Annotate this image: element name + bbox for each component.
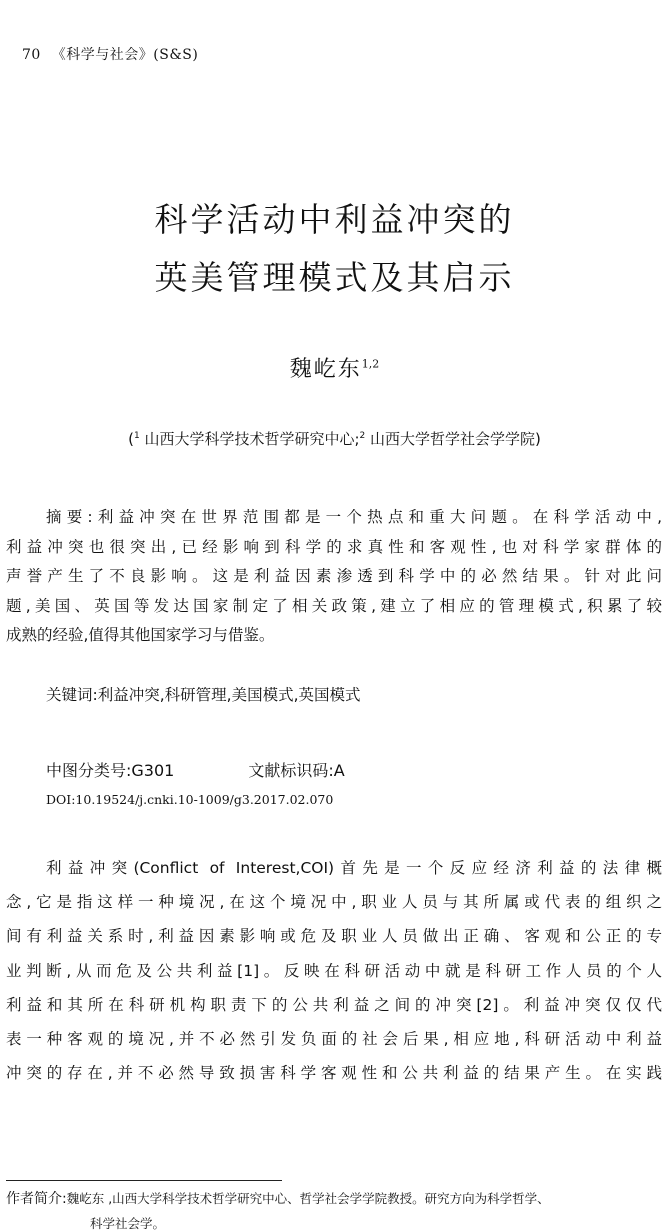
body-line: 利益冲突(Conflict of Interest,COI)首先是一个反应经济利益的法律概 xyxy=(46,859,662,877)
classification xyxy=(46,758,345,781)
keywords: 关键词:利益冲突,科研管理,美国模式,英国模式 xyxy=(46,686,361,704)
footnote-rule xyxy=(6,1180,282,1181)
abstract-line: 声誉产生了不良影响。这是利益因素渗透到科学中的必然结果。针对此问 xyxy=(6,567,662,585)
affil-text-2: 山西大学哲学社会学学院) xyxy=(365,430,541,448)
affil-open: ( xyxy=(128,430,134,448)
abstract-line: 成熟的经验,值得其他国家学习与借鉴。 xyxy=(6,626,275,644)
body-line: 间有利益关系时,利益因素影响或危及职业人员做出正确、客观和公正的专 xyxy=(6,927,662,946)
abstract-line: 利益冲突也很突出,已经影响到科学的求真性和客观性,也对科学家群体的 xyxy=(6,537,662,556)
footnote-text-continued: 科学社会学。 xyxy=(90,1216,166,1231)
body-line: 业判断,从而危及公共利益[1]。反映在科研活动中就是科研工作人员的个人 xyxy=(6,961,662,980)
affiliation xyxy=(0,428,669,449)
running-header xyxy=(22,44,198,64)
body-line: 表一种客观的境况,并不必然引发负面的社会后果,相应地,科研活动中利益 xyxy=(6,1029,662,1048)
affil-sup-1: 1 xyxy=(133,431,140,441)
affil-sup-2: 2 xyxy=(359,431,366,441)
document-code: 文献标识码:A xyxy=(248,761,345,780)
page-number: 70 xyxy=(22,47,41,63)
body-text xyxy=(6,851,662,1090)
author-name: 魏屹东 xyxy=(289,357,362,382)
footnote-label: 作者简介: xyxy=(6,1191,67,1207)
title-line-1: 科学活动中利益冲突的 xyxy=(154,200,515,239)
abstract-line: 摘要:利益冲突在世界范围都是一个热点和重大问题。在科学活动中, xyxy=(46,508,662,526)
author-affil-marks: 1,2 xyxy=(361,357,380,371)
clc-number: 中图分类号:G301 xyxy=(46,761,175,780)
abstract-line: 题,美国、英国等发达国家制定了相关政策,建立了相应的管理模式,积累了较 xyxy=(6,596,662,615)
body-line: 冲突的存在,并不必然导致损害科学客观性和公共利益的结果产生。在实践 xyxy=(6,1064,662,1083)
body-line: 利益和其所在科研机构职责下的公共利益之间的冲突[2]。利益冲突仅仅代 xyxy=(6,995,662,1014)
affil-text-1: 山西大学科学技术哲学研究中心; xyxy=(139,430,360,448)
author xyxy=(0,352,669,383)
footnote xyxy=(6,1188,550,1208)
journal-name: 《科学与社会》(S&S) xyxy=(51,47,199,63)
footnote-text: 魏屹东 ,山西大学科学技术哲学研究中心、哲学社会学学院教授。研究方向为科学哲学、 xyxy=(66,1191,550,1206)
doi: DOI:10.19524/j.cnki.10-1009/g3.2017.02.070 xyxy=(46,792,334,807)
abstract xyxy=(6,503,662,651)
body-line: 念,它是指这样一种境况,在这个境况中,职业人员与其所属或代表的组织之 xyxy=(6,893,662,912)
title-line-2: 英美管理模式及其启示 xyxy=(154,258,515,297)
